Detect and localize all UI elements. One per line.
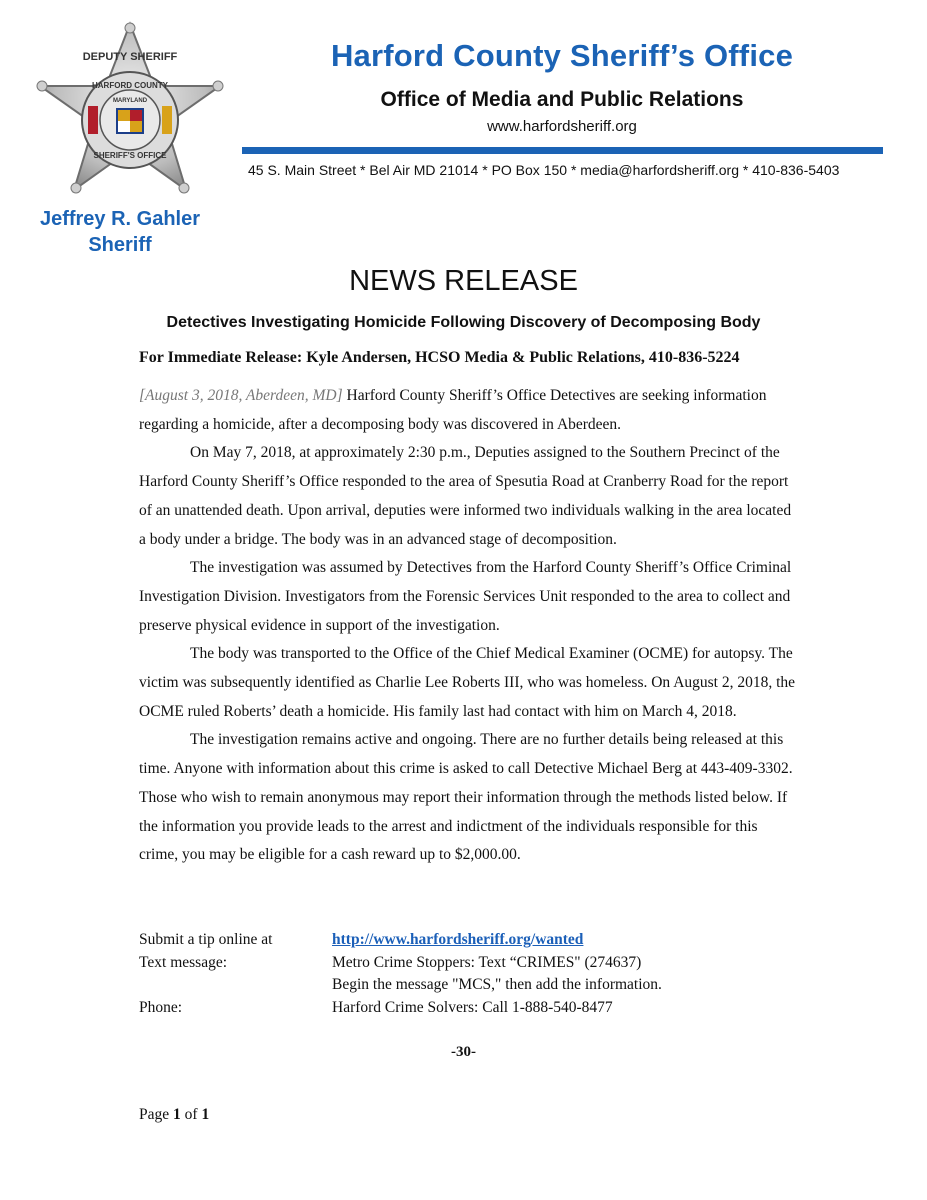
- org-subtitle: Office of Media and Public Relations: [380, 88, 744, 111]
- sheriff-star-badge-icon: [30, 20, 230, 205]
- release-headline: Detectives Investigating Homicide Following Discovery of Decomposing Body: [166, 314, 761, 331]
- body-paragraph: The body was transported to the Office of the Chief Medical Examiner (OCME) for autopsy. The victim was subsequently identified as Charlie Lee Roberts III, who was homeless. On August 2, 2018, the OCME ruled Roberts’ death a homicide. His family last had contact with him on March 4, 2018.: [139, 645, 796, 720]
- tip-row-text-continued: [139, 974, 819, 997]
- tip-value: Metro Crime Stoppers: Text “CRIMES" (274637): [332, 953, 642, 971]
- header-rule: [242, 147, 883, 154]
- page-total: 1: [201, 1106, 210, 1123]
- tip-label: Text message:: [139, 953, 228, 971]
- badge-top-text: DEPUTY SHERIFF: [82, 51, 178, 63]
- release-body: [139, 382, 799, 870]
- org-website: www.harfordsheriff.org: [487, 118, 637, 135]
- page-of: of: [180, 1106, 202, 1123]
- tip-methods: [139, 929, 819, 1019]
- badge-bottom-text: SHERIFF'S OFFICE: [93, 151, 167, 160]
- page-current: 1: [173, 1106, 181, 1123]
- sheriff-title: Sheriff: [88, 234, 152, 256]
- tip-row-phone: [139, 997, 819, 1020]
- tip-row-text: [139, 952, 819, 975]
- tip-label: Phone:: [139, 998, 183, 1016]
- body-paragraph: The investigation was assumed by Detectives from the Harford County Sheriff’s Office Criminal Investigation Division. Investigators from the Forensic Services Unit responded to the area to collect and preserve physical evidence in support of the investigation.: [139, 559, 792, 634]
- dateline: [August 3, 2018, Aberdeen, MD]: [139, 387, 343, 404]
- sheriff-signature-block: [20, 206, 220, 258]
- tip-value: Begin the message "MCS," then add the information.: [332, 976, 662, 993]
- tip-value: Harford Crime Solvers: Call 1-888-540-8477: [332, 998, 613, 1016]
- body-paragraph: [139, 382, 799, 439]
- page-number: [139, 1106, 209, 1124]
- page-prefix: Page: [139, 1106, 174, 1123]
- tip-row-online: [139, 929, 819, 952]
- end-mark: -30-: [451, 1044, 476, 1060]
- immediate-release-line: For Immediate Release: Kyle Andersen, HCSO Media & Public Relations, 410-836-5224: [139, 349, 740, 366]
- tip-label: Submit a tip online at: [139, 931, 273, 948]
- body-paragraph: The investigation remains active and ongoing. There are no further details being released at this time. Anyone with information about this crime is asked to call Detective Michael Berg at 443-409-3302. Those who wish to remain anonymous may report their information through the methods listed below. If the information you provide leads to the arrest and indictment of the individuals responsible for this crime, you may be eligible for a cash reward up to $2,000.00.: [139, 731, 793, 864]
- lead-text: Harford County Sheriff’s Office Detectives are seeking information regarding a homicide, after a decomposing body was discovered in Aberdeen.: [139, 387, 767, 433]
- news-release-title: NEWS RELEASE: [349, 265, 578, 297]
- org-name: Harford County Sheriff’s Office: [330, 38, 794, 73]
- sheriff-name: Jeffrey R. Gahler: [39, 208, 201, 230]
- contact-line: 45 S. Main Street * Bel Air MD 21014 * PO Box 150 * media@harfordsheriff.org * 410-836-5403: [248, 162, 840, 178]
- wanted-link[interactable]: http://www.harfordsheriff.org/wanted: [332, 931, 584, 948]
- badge-inner-top-text: HARFORD COUNTY: [92, 81, 168, 90]
- body-paragraph: On May 7, 2018, at approximately 2:30 p.m., Deputies assigned to the Southern Precinct of the Harford County Sheriff’s Office responded to the area of Spesutia Road at Cranberry Road for the report of an unattended death. Upon arrival, deputies were informed two individuals walking in the area located a body under a bridge. The body was in an advanced stage of decomposition.: [139, 444, 792, 548]
- badge-state-text: MARYLAND: [112, 98, 148, 104]
